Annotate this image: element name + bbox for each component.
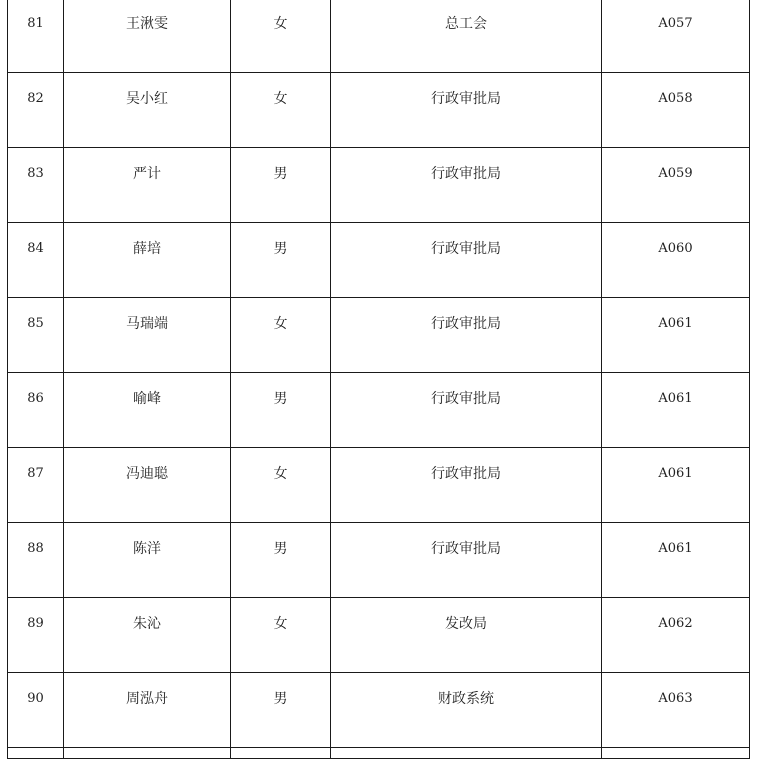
unit-cell-text: 行政审批局 (431, 391, 501, 407)
gender-cell-text: 男 (273, 391, 288, 407)
position-code-cell-text: A057 (658, 16, 693, 31)
gender-cell (231, 598, 331, 673)
name-cell (64, 673, 231, 748)
unit-cell (331, 673, 602, 748)
table-cell (8, 748, 64, 759)
gender-cell (231, 523, 331, 598)
gender-cell-text: 女 (273, 16, 288, 32)
position-code-cell (602, 73, 750, 148)
position-code-cell (602, 523, 750, 598)
unit-cell (331, 373, 602, 448)
row-number-cell (8, 73, 64, 148)
table-row (8, 373, 750, 448)
row-number-cell-text: 85 (27, 316, 44, 331)
name-cell (64, 298, 231, 373)
row-number-cell-text: 90 (27, 691, 44, 706)
unit-cell (331, 298, 602, 373)
gender-cell-text: 女 (273, 316, 288, 332)
unit-cell-text: 行政审批局 (431, 91, 501, 107)
position-code-cell-text: A060 (658, 241, 693, 256)
row-number-cell (8, 148, 64, 223)
gender-cell-text: 男 (273, 241, 288, 257)
gender-cell (231, 148, 331, 223)
row-number-cell (8, 373, 64, 448)
table-row-partial (8, 748, 750, 759)
name-cell (64, 0, 231, 73)
position-code-cell-text: A058 (658, 91, 693, 106)
position-code-cell-text: A059 (658, 166, 693, 181)
name-cell (64, 223, 231, 298)
row-number-cell (8, 298, 64, 373)
gender-cell (231, 298, 331, 373)
name-cell-text: 喻峰 (133, 391, 161, 407)
row-number-cell-text: 84 (27, 241, 44, 256)
row-number-cell (8, 223, 64, 298)
unit-cell-text: 总工会 (445, 16, 487, 32)
position-code-cell (602, 673, 750, 748)
gender-cell-text: 女 (273, 466, 288, 482)
table-row (8, 598, 750, 673)
unit-cell (331, 598, 602, 673)
gender-cell-text: 男 (273, 166, 288, 182)
roster-table-body (8, 0, 750, 759)
name-cell-text: 王湫雯 (126, 16, 168, 32)
name-cell-text: 陈洋 (133, 541, 161, 557)
row-number-cell-text: 88 (27, 541, 44, 556)
table-row (8, 0, 750, 73)
position-code-cell-text: A063 (658, 691, 693, 706)
table-row (8, 223, 750, 298)
unit-cell-text: 发改局 (445, 616, 487, 632)
gender-cell (231, 0, 331, 73)
unit-cell-text: 行政审批局 (431, 541, 501, 557)
row-number-cell-text: 83 (27, 166, 44, 181)
row-number-cell-text: 82 (27, 91, 44, 106)
position-code-cell (602, 598, 750, 673)
row-number-cell (8, 0, 64, 73)
gender-cell-text: 女 (273, 616, 288, 632)
name-cell-text: 薛培 (133, 241, 161, 257)
gender-cell (231, 373, 331, 448)
table-row (8, 73, 750, 148)
row-number-cell-text: 87 (27, 466, 44, 481)
row-number-cell-text: 89 (27, 616, 44, 631)
gender-cell-text: 男 (273, 541, 288, 557)
row-number-cell-text: 86 (27, 391, 44, 406)
table-cell (602, 748, 750, 759)
gender-cell (231, 448, 331, 523)
position-code-cell-text: A062 (658, 616, 693, 631)
row-number-cell-text: 81 (27, 16, 44, 31)
unit-cell (331, 523, 602, 598)
name-cell-text: 朱沁 (133, 616, 161, 632)
table-row (8, 448, 750, 523)
position-code-cell-text: A061 (658, 466, 693, 481)
position-code-cell-text: A061 (658, 391, 693, 406)
gender-cell (231, 73, 331, 148)
row-number-cell (8, 448, 64, 523)
table-cell (231, 748, 331, 759)
gender-cell (231, 223, 331, 298)
row-number-cell (8, 523, 64, 598)
unit-cell (331, 148, 602, 223)
position-code-cell (602, 298, 750, 373)
unit-cell-text: 行政审批局 (431, 241, 501, 257)
name-cell (64, 448, 231, 523)
position-code-cell-text: A061 (658, 316, 693, 331)
gender-cell (231, 673, 331, 748)
unit-cell (331, 448, 602, 523)
roster-table (7, 0, 750, 759)
name-cell-text: 冯迪聪 (126, 466, 168, 482)
name-cell-text: 周泓舟 (126, 691, 168, 707)
unit-cell (331, 73, 602, 148)
position-code-cell (602, 148, 750, 223)
unit-cell-text: 行政审批局 (431, 466, 501, 482)
position-code-cell (602, 223, 750, 298)
table-cell (64, 748, 231, 759)
name-cell-text: 严计 (133, 166, 161, 182)
name-cell (64, 373, 231, 448)
gender-cell-text: 女 (273, 91, 288, 107)
unit-cell (331, 223, 602, 298)
table-cell (331, 748, 602, 759)
unit-cell-text: 行政审批局 (431, 316, 501, 332)
table-row (8, 148, 750, 223)
unit-cell (331, 0, 602, 73)
table-row (8, 523, 750, 598)
name-cell-text: 吴小红 (126, 91, 168, 107)
position-code-cell (602, 448, 750, 523)
table-row (8, 298, 750, 373)
position-code-cell-text: A061 (658, 541, 693, 556)
row-number-cell (8, 673, 64, 748)
name-cell (64, 73, 231, 148)
name-cell (64, 523, 231, 598)
name-cell-text: 马瑞端 (126, 316, 168, 332)
name-cell (64, 148, 231, 223)
position-code-cell (602, 0, 750, 73)
position-code-cell (602, 373, 750, 448)
unit-cell-text: 行政审批局 (431, 166, 501, 182)
table-row (8, 673, 750, 748)
unit-cell-text: 财政系统 (438, 691, 494, 707)
row-number-cell (8, 598, 64, 673)
name-cell (64, 598, 231, 673)
gender-cell-text: 男 (273, 691, 288, 707)
